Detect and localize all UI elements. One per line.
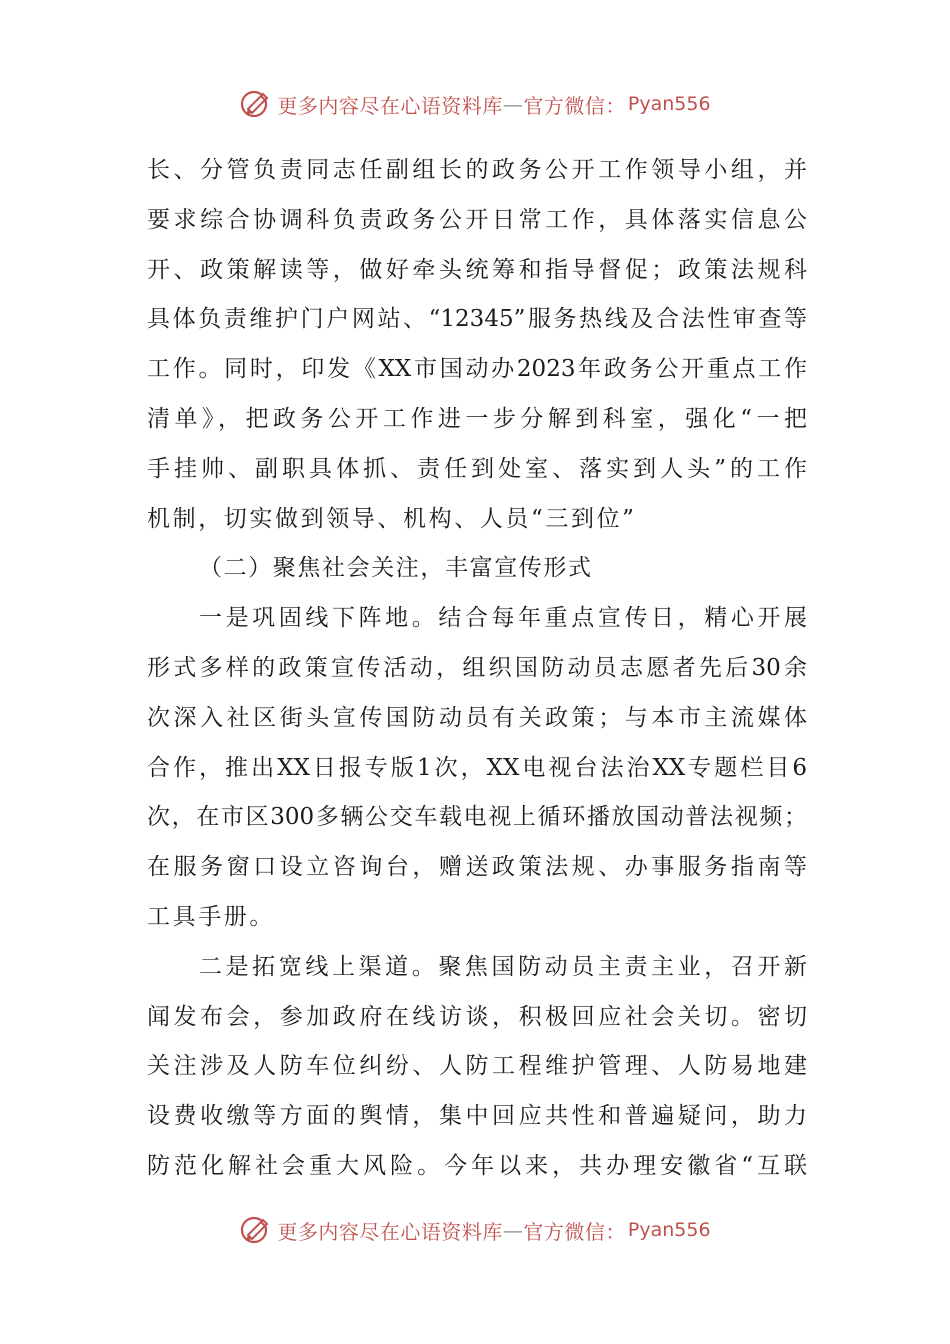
header-watermark <box>0 84 950 124</box>
body-line: 设费收缴等方面的舆情，集中回应共性和普遍疑问，助力 <box>147 1103 807 1130</box>
watermark-dash: — <box>502 92 524 116</box>
watermark-account: Pyan556 <box>627 1219 711 1241</box>
pen-logo-icon <box>239 87 273 121</box>
watermark-label: 官方微信： <box>523 1219 626 1244</box>
body-line: 长、分管负责同志任副组长的政务公开工作领导小组，并 <box>147 157 807 183</box>
body-line: 要求综合协调科负责政务公开日常工作，具体落实信息公 <box>147 206 807 233</box>
watermark-label: 官方微信： <box>523 93 626 118</box>
body-line: 工具手册。 <box>147 903 275 930</box>
document-body <box>147 146 807 1192</box>
watermark-dash: — <box>502 1218 524 1242</box>
paragraph-start: 二是拓宽线上渠道。聚焦国防动员主责主业，召开新 <box>199 953 807 980</box>
body-line: 在服务窗口设立咨询台，赠送政策法规、办事服务指南等 <box>147 854 807 881</box>
body-line: 形式多样的政策宣传活动，组织国防动员志愿者先后30余 <box>147 654 807 681</box>
body-line: 工作。同时，印发《XX市国动办2023年政务公开重点工作 <box>147 356 807 383</box>
body-line: 机制，切实做到领导、机构、人员“三到位” <box>147 505 637 532</box>
body-line: 次，在市区300多辆公交车载电视上循环播放国动普法视频； <box>147 804 807 831</box>
body-line: 开、政策解读等，做好牵头统筹和指导督促；政策法规科 <box>147 256 807 283</box>
watermark-text: 更多内容尽在心语资料库 <box>277 1219 503 1244</box>
body-line: 防范化解社会重大风险。今年以来，共办理安徽省“互联 <box>147 1152 807 1179</box>
section-heading: （二）聚焦社会关注，丰富宣传形式 <box>199 555 593 582</box>
watermark-text: 更多内容尽在心语资料库 <box>277 93 503 118</box>
body-line: 关注涉及人防车位纠纷、人防工程维护管理、人防易地建 <box>147 1053 807 1080</box>
body-line: 次深入社区街头宣传国防动员有关政策；与本市主流媒体 <box>147 704 807 731</box>
body-line: 具体负责维护门户网站、“12345”服务热线及合法性审查等 <box>147 306 807 333</box>
footer-watermark <box>0 1210 950 1250</box>
body-line: 闻发布会，参加政府在线访谈，积极回应社会关切。密切 <box>147 1003 807 1030</box>
body-line: 合作，推出XX日报专版1次，XX电视台法治XX专题栏目6 <box>147 754 807 781</box>
body-line: 清单》，把政务公开工作进一步分解到科室，强化“一把 <box>147 405 807 432</box>
watermark-account: Pyan556 <box>627 93 711 115</box>
body-line: 手挂帅、副职具体抓、责任到处室、落实到人头”的工作 <box>147 455 807 482</box>
paragraph-start: 一是巩固线下阵地。结合每年重点宣传日，精心开展 <box>199 605 807 632</box>
pen-logo-icon <box>239 1213 273 1247</box>
